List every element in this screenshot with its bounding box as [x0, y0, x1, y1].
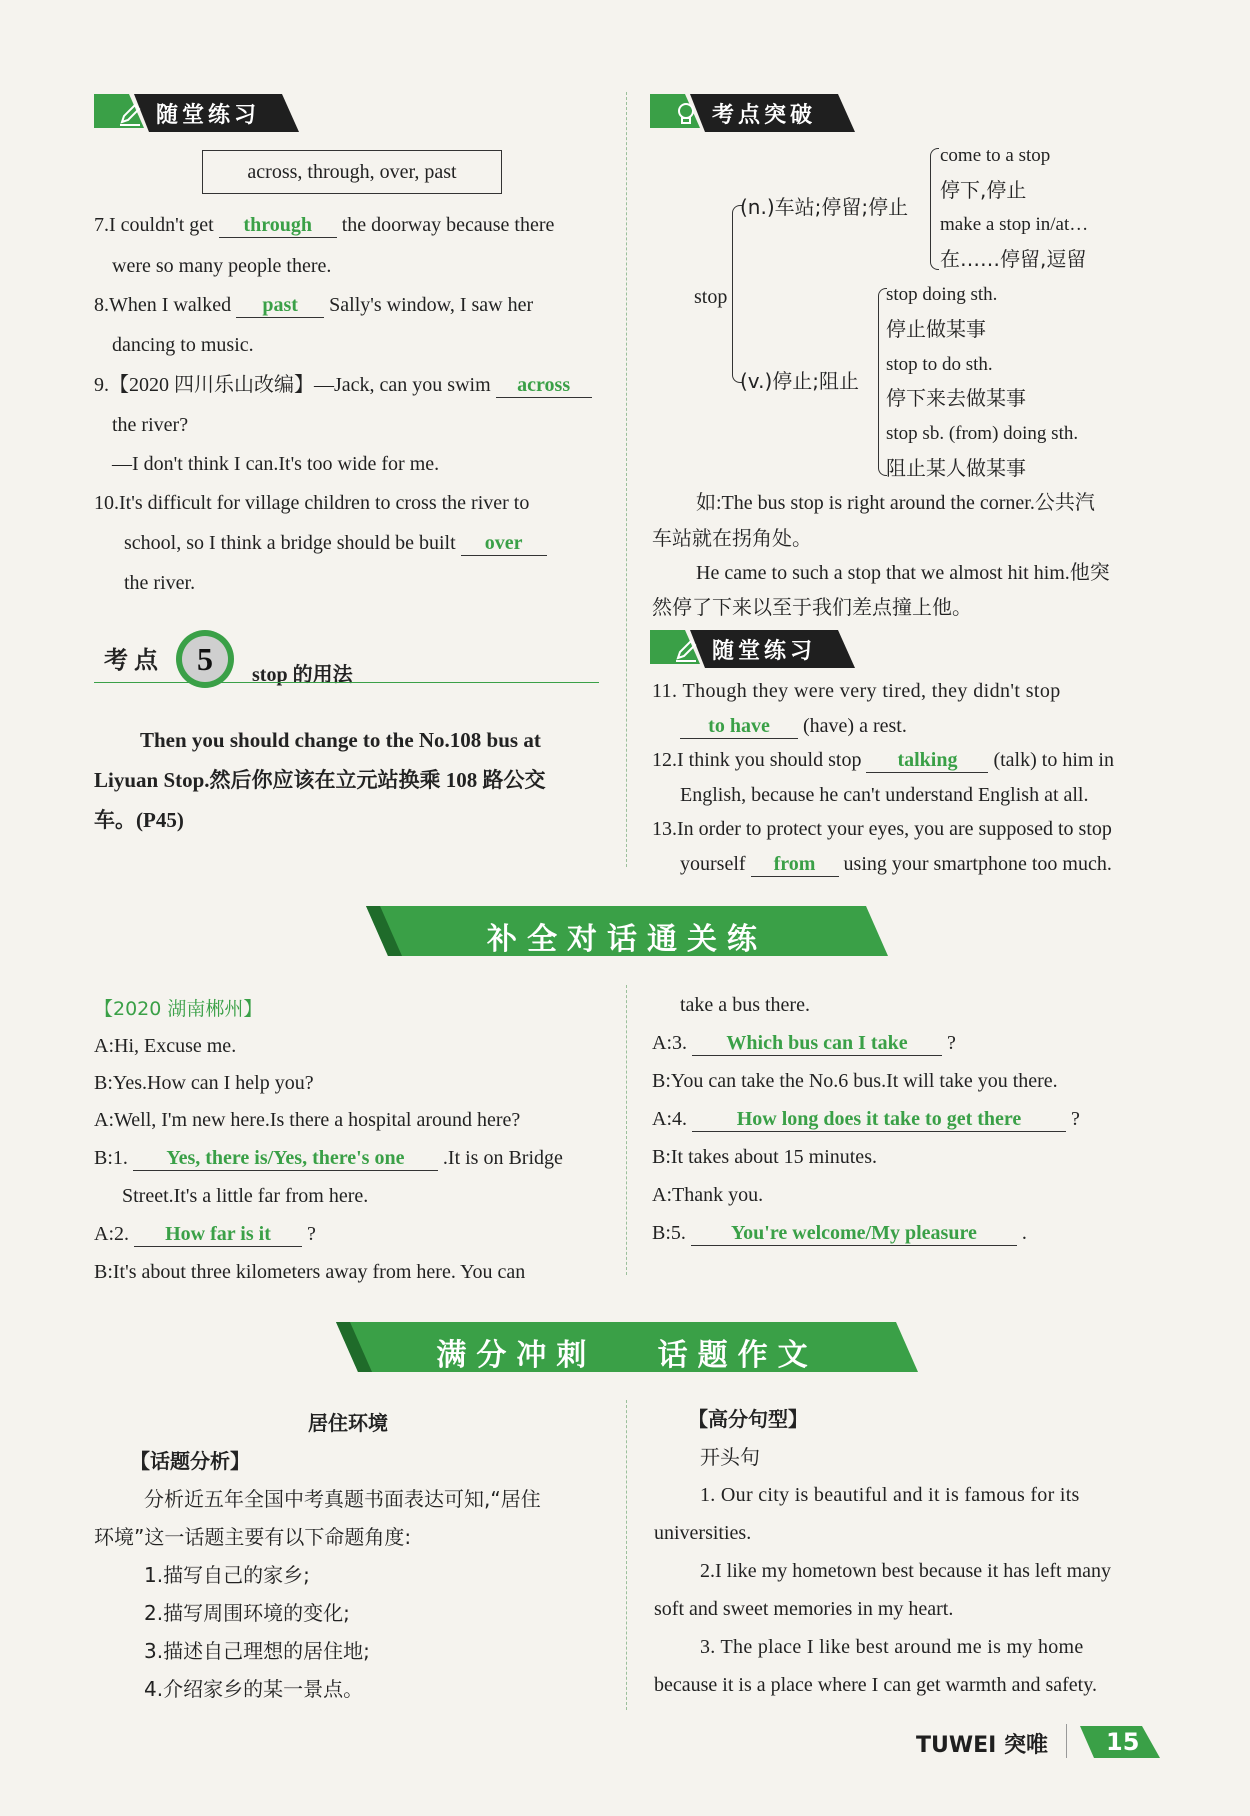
verb-item-0: stop doing sth.: [886, 284, 998, 305]
dialog-right-5: B:It takes about 15 minutes.: [652, 1146, 877, 1168]
dialog-1-post: .It is on Bridge: [442, 1147, 563, 1169]
analysis-point-4: 4.介绍家乡的某一景点。: [144, 1677, 364, 1701]
noun-item-2: make a stop in/at…: [940, 214, 1089, 235]
q10-answer: over: [461, 531, 547, 556]
column-divider-top: [626, 92, 627, 867]
q8-post: Sally's window, I saw her: [329, 294, 534, 316]
q9-pre: 9.【2020 四川乐山改编】—Jack, can you swim: [94, 374, 491, 396]
question-8: [94, 292, 533, 318]
q12-pre: 12.I think you should stop: [652, 749, 862, 771]
q13-answer: from: [751, 852, 839, 877]
q12-post: (talk) to him in: [993, 749, 1114, 771]
kaodian-title: stop 的用法: [252, 664, 353, 686]
example-2-line1: He came to such a stop that we almost hit him.他突: [696, 562, 1110, 584]
dialog-line-6: [94, 1221, 316, 1247]
question-13: [680, 851, 1112, 877]
footer-divider: [1066, 1724, 1067, 1758]
column-divider-bottom: [626, 1400, 627, 1710]
page-number: 15: [1106, 1728, 1140, 1756]
dialog-3-post: ?: [947, 1032, 956, 1054]
q10-line3: the river.: [124, 572, 196, 594]
tree-noun: (n.)车站;停留;停止: [740, 195, 909, 219]
question-12: [652, 747, 1114, 773]
tree-brace-main: [732, 205, 743, 383]
noun-item-1: 停下,停止: [940, 178, 1027, 202]
dialog-5-answer: You're welcome/My pleasure: [691, 1221, 1017, 1246]
q10-line1: 10.It's difficult for village children to cross the river to: [94, 492, 530, 514]
q12-answer: talking: [866, 748, 988, 773]
kaodian-label: 考点: [104, 646, 164, 674]
dialog-banner: [366, 906, 888, 956]
dialog-right-2: [652, 1030, 956, 1056]
analysis-line-2: 环境”这一话题主要有以下命题角度:: [94, 1525, 412, 1549]
example-2-line2: 然停了下来以至于我们差点撞上他。: [652, 595, 972, 619]
breakthrough-banner: [650, 94, 855, 134]
dialog-2-pre: A:2.: [94, 1223, 129, 1245]
practice-banner-right: [650, 630, 855, 670]
banner-label: 考点突破: [712, 103, 817, 128]
banner-label: 补全对话通关练: [487, 922, 767, 957]
q9-line3: —I don't think I can.It's too wide for me.: [112, 453, 440, 475]
analysis-point-3: 3.描述自己理想的居住地;: [144, 1639, 370, 1663]
verb-item-3: 停下来去做某事: [886, 386, 1026, 410]
dialog-right-3: B:You can take the No.6 bus.It will take you there.: [652, 1070, 1058, 1092]
q12-line2: English, because he can't understand English at all.: [680, 784, 1089, 806]
dialog-2-answer: How far is it: [134, 1222, 302, 1247]
banner-label: 随堂练习: [156, 103, 261, 128]
question-11: [680, 713, 907, 739]
practice-banner-left: [94, 94, 299, 134]
kaodian-number: 5: [197, 641, 213, 677]
word-box-text: across, through, over, past: [247, 161, 457, 183]
dialog-5-post: .: [1021, 1222, 1027, 1244]
dialog-4-post: ?: [1071, 1108, 1080, 1130]
dialog-1-pre: B:1.: [94, 1147, 128, 1169]
dialog-4-answer: How long does it take to get there: [692, 1107, 1066, 1132]
column-divider-mid: [626, 985, 627, 1275]
dialog-line-3: A:Well, I'm new here.Is there a hospital around here?: [94, 1109, 521, 1131]
question-10: [124, 530, 547, 556]
kaodian-sentence-3: 车。(P45): [94, 808, 184, 832]
example-1-line1: 如:The bus stop is right around the corner.公共汽: [696, 492, 1095, 514]
question-7: [94, 212, 554, 238]
analysis-heading: 【话题分析】: [130, 1449, 250, 1473]
sentence-3-line1: 3. The place I like best around me is my home: [700, 1636, 1084, 1658]
dialog-1-answer: Yes, there is/Yes, there's one: [133, 1146, 438, 1171]
q9-line2: the river?: [112, 414, 189, 436]
dialog-line-2: B:Yes.How can I help you?: [94, 1072, 314, 1094]
q11-post: (have) a rest.: [803, 715, 907, 737]
q13-line1: 13.In order to protect your eyes, you are supposed to stop: [652, 818, 1112, 840]
dialog-line-5: Street.It's a little far from here.: [122, 1185, 369, 1207]
noun-item-3: 在……停留,逗留: [940, 247, 1087, 271]
dialog-4-pre: A:4.: [652, 1108, 687, 1130]
noun-item-0: come to a stop: [940, 145, 1051, 166]
banner-label: 随堂练习: [712, 639, 817, 664]
q8-answer: past: [236, 293, 324, 318]
verb-item-2: stop to do sth.: [886, 354, 993, 375]
verb-item-5: 阻止某人做某事: [886, 456, 1026, 480]
sentence-1-line1: 1. Our city is beautiful and it is famous for its: [700, 1484, 1080, 1506]
verb-item-4: stop sb. (from) doing sth.: [886, 423, 1079, 444]
dialog-2-post: ?: [307, 1223, 316, 1245]
q10-pre: school, so I think a bridge should be built: [124, 532, 456, 554]
q7-answer: through: [219, 213, 337, 238]
q8-line2: dancing to music.: [112, 334, 254, 356]
question-9: [94, 372, 592, 398]
dialog-3-pre: A:3.: [652, 1032, 687, 1054]
q11-line1: 11. Though they were very tired, they didn't stop: [652, 680, 1061, 702]
dialog-line-7: B:It's about three kilometers away from here. You can: [94, 1261, 526, 1283]
kaodian-number-inner: [182, 636, 228, 682]
q7-line2: were so many people there.: [112, 255, 332, 277]
pencil-icon: [672, 636, 700, 664]
dialog-line-4: [94, 1145, 563, 1171]
page-number-tab: [1080, 1726, 1160, 1758]
kaodian-sentence-1: Then you should change to the No.108 bus at: [140, 728, 541, 752]
kaodian-header: [94, 630, 604, 700]
dialog-right-4: [652, 1106, 1080, 1132]
tree-brace-noun: [930, 148, 939, 270]
banner-label: 满分冲刺 话题作文: [436, 1338, 818, 1373]
tree-verb: (v.)停止;阻止: [740, 369, 859, 393]
kaodian-sentence-2: Liyuan Stop.然后你应该在立元站换乘 108 路公交: [94, 768, 546, 792]
sentence-2-line2: soft and sweet memories in my heart.: [654, 1598, 954, 1620]
lightbulb-icon: [672, 100, 700, 128]
sentence-2-line1: 2.I like my hometown best because it has left many: [700, 1560, 1112, 1582]
dialog-3-answer: Which bus can I take: [692, 1031, 942, 1056]
dialog-5-pre: B:5.: [652, 1222, 686, 1244]
dialog-right-1: take a bus there.: [680, 994, 810, 1016]
q11-answer: to have: [680, 714, 798, 739]
analysis-point-2: 2.描写周围环境的变化;: [144, 1601, 350, 1625]
verb-item-1: 停止做某事: [886, 317, 986, 341]
kaodian-underline: [94, 682, 599, 683]
dialog-right-7: [652, 1220, 1027, 1246]
pencil-icon: [116, 100, 144, 128]
sentence-3-line2: because it is a place where I can get warmth and safety.: [654, 1674, 1097, 1696]
dialog-line-1: A:Hi, Excuse me.: [94, 1035, 237, 1057]
example-1-line2: 车站就在拐角处。: [652, 526, 812, 550]
analysis-point-1: 1.描写自己的家乡;: [144, 1563, 310, 1587]
sentence-heading: 【高分句型】: [688, 1407, 808, 1431]
tree-root-stop: stop: [694, 286, 728, 308]
dialog-source: 【2020 湖南郴州】: [94, 998, 263, 1020]
q7-pre: 7.I couldn't get: [94, 214, 214, 236]
q13-post: using your smartphone too much.: [843, 853, 1112, 875]
word-box: [202, 150, 502, 194]
writing-banner: [336, 1322, 918, 1372]
footer-brand: TUWEI 突唯: [916, 1733, 1049, 1758]
analysis-line-1: 分析近五年全国中考真题书面表达可知,“居住: [144, 1487, 541, 1511]
q7-post: the doorway because there: [341, 214, 555, 236]
q8-pre: 8.When I walked: [94, 294, 232, 316]
q13-pre: yourself: [680, 853, 746, 875]
sentence-1-line2: universities.: [654, 1522, 752, 1544]
writing-title: 居住环境: [308, 1411, 388, 1435]
q9-answer: across: [496, 373, 592, 398]
opening-label: 开头句: [700, 1445, 760, 1469]
dialog-right-6: A:Thank you.: [652, 1184, 764, 1206]
